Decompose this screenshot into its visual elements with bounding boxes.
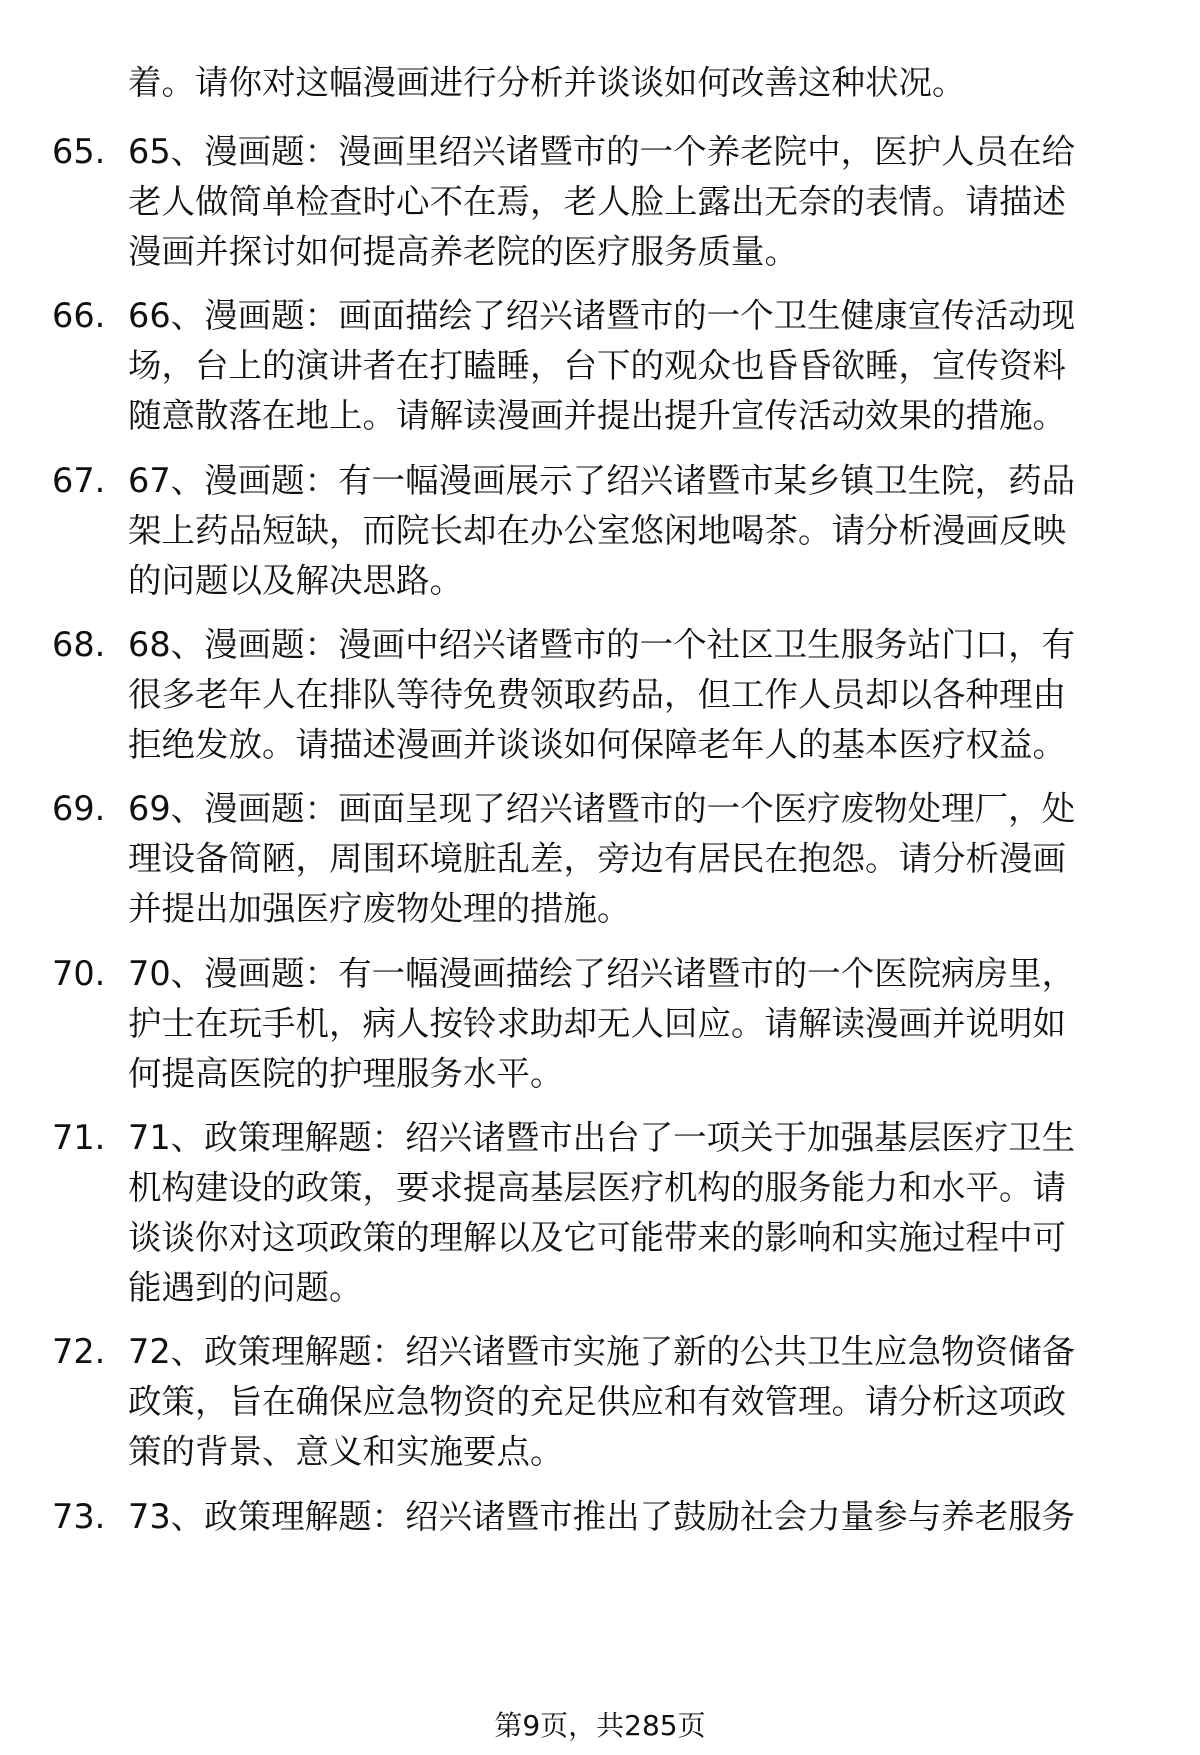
- item-number: 68.: [52, 625, 106, 664]
- item-text-line: 漫画并探讨如何提高养老院的医疗服务质量。: [128, 232, 798, 271]
- page-number-footer: 第9页，共285页: [494, 1709, 706, 1742]
- item-text-line: 随意散落在地上。请解读漫画并提出提升宣传活动效果的措施。: [128, 396, 1066, 435]
- item-text-line: 72、政策理解题：绍兴诸暨市实施了新的公共卫生应急物资储备: [128, 1332, 1076, 1371]
- item-number: 67.: [52, 461, 106, 500]
- list-item: [0, 620, 1200, 770]
- item-text-line: 73、政策理解题：绍兴诸暨市推出了鼓励社会力量参与养老服务: [128, 1497, 1076, 1536]
- item-number: 66.: [52, 296, 106, 335]
- item-text-line: 策的背景、意义和实施要点。: [128, 1432, 564, 1471]
- item-text-line: 66、漫画题：画面描绘了绍兴诸暨市的一个卫生健康宣传活动现: [128, 296, 1076, 335]
- item-text-line: 谈谈你对这项政策的理解以及它可能带来的影响和实施过程中可: [128, 1218, 1066, 1257]
- continued-text-line: 着。请你对这幅漫画进行分析并谈谈如何改善这种状况。: [128, 63, 966, 102]
- item-text-line: 拒绝发放。请描述漫画并谈谈如何保障老年人的基本医疗权益。: [128, 725, 1066, 764]
- item-number: 71.: [52, 1118, 106, 1157]
- item-text-line: 很多老年人在排队等待免费领取药品，但工作人员却以各种理由: [128, 675, 1066, 714]
- list-item: [0, 291, 1200, 441]
- item-number: 65.: [52, 132, 106, 171]
- item-text-line: 护士在玩手机，病人按铃求助却无人回应。请解读漫画并说明如: [128, 1004, 1066, 1043]
- item-text-line: 机构建设的政策，要求提高基层医疗机构的服务能力和水平。请: [128, 1168, 1066, 1207]
- item-text-line: 场，台上的演讲者在打瞌睡，台下的观众也昏昏欲睡，宣传资料: [128, 346, 1066, 385]
- item-text-line: 老人做简单检查时心不在焉，老人脸上露出无奈的表情。请描述: [128, 182, 1066, 221]
- item-text-line: 能遇到的问题。: [128, 1268, 363, 1307]
- item-text-line: 67、漫画题：有一幅漫画展示了绍兴诸暨市某乡镇卫生院，药品: [128, 461, 1076, 500]
- item-number: 69.: [52, 789, 106, 828]
- item-text-line: 并提出加强医疗废物处理的措施。: [128, 889, 631, 928]
- list-item: [0, 949, 1200, 1099]
- item-text-line: 何提高医院的护理服务水平。: [128, 1054, 564, 1093]
- item-text-line: 69、漫画题：画面呈现了绍兴诸暨市的一个医疗废物处理厂，处: [128, 789, 1076, 828]
- list-item: [0, 456, 1200, 606]
- item-text-line: 政策，旨在确保应急物资的充足供应和有效管理。请分析这项政: [128, 1382, 1066, 1421]
- list-item: [0, 127, 1200, 277]
- list-item: [0, 1113, 1200, 1313]
- list-item: [0, 1492, 1200, 1552]
- item-number: 72.: [52, 1332, 106, 1371]
- list-item: [0, 784, 1200, 934]
- item-number: 73.: [52, 1497, 106, 1536]
- item-text-line: 70、漫画题：有一幅漫画描绘了绍兴诸暨市的一个医院病房里，: [128, 954, 1076, 993]
- item-text-line: 理设备简陋，周围环境脏乱差，旁边有居民在抱怨。请分析漫画: [128, 839, 1066, 878]
- item-number: 70.: [52, 954, 106, 993]
- item-text-line: 71、政策理解题：绍兴诸暨市出台了一项关于加强基层医疗卫生: [128, 1118, 1076, 1157]
- list-item: [0, 1327, 1200, 1477]
- item-text-line: 的问题以及解决思路。: [128, 561, 463, 600]
- item-text-line: 65、漫画题：漫画里绍兴诸暨市的一个养老院中，医护人员在给: [128, 132, 1076, 171]
- item-text-line: 架上药品短缺，而院长却在办公室悠闲地喝茶。请分析漫画反映: [128, 511, 1066, 550]
- item-text-line: 68、漫画题：漫画中绍兴诸暨市的一个社区卫生服务站门口，有: [128, 625, 1076, 664]
